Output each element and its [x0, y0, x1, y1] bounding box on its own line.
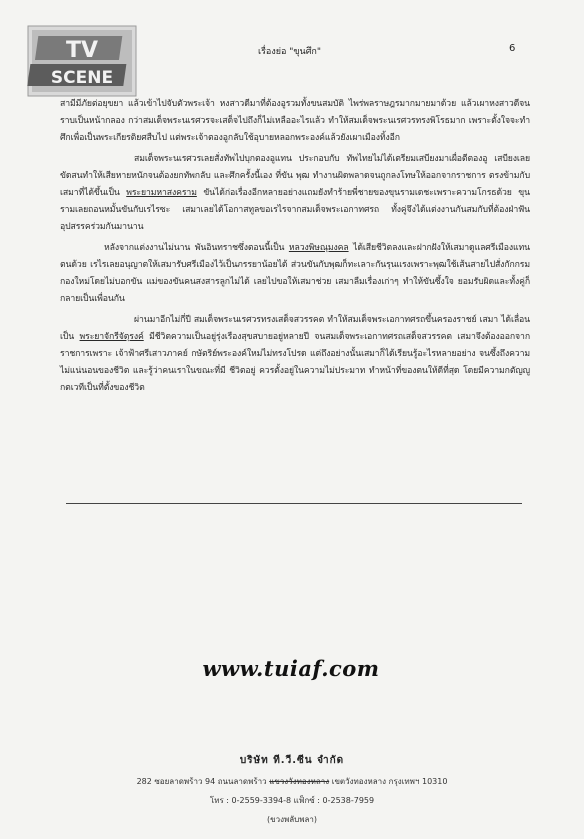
address-struck-text: แขวงวังทองหลาง	[269, 777, 330, 786]
header-title: เรื่องย่อ "ขุนศึก"	[258, 47, 321, 57]
paragraph-2-part-b: ขันได้ก่อเรื่องอีกหลายอย่างแถมยังทำร้ายพี่ชายของขุนรามเดชะเพราะความโกรธด้วย ขุนรามเลยถอนหมั้นขันกับเรไรซะ เสมาเลยได้โอกาสทูลขอเรไรจากสมเด็จพระเอกาทศรถ ทั้งคู่จึงได้แต่งงานกันสมกับที่ต้องฝ่าฟันอุปสรรคร่วมกันมานาน	[60, 188, 530, 232]
section-divider	[66, 503, 522, 504]
paragraph-2	[60, 151, 530, 236]
tv-scene-logo	[26, 24, 138, 98]
website-url: www.tuiaf.com	[202, 656, 380, 681]
page-number: 6	[509, 43, 516, 54]
paragraph-3-part-b: ได้เสียชีวิตลงและฝากฝังให้เสมาดูแลศรีเมืองแทนตนด้วย เรไรเลยอนุญาตให้เสมารับศรีเมืองไว้เป็นภรรยาน้อยได้ ส่วนขันกับพุฒก็ทะเลาะกันรุนแรงเพราะพุฒใช้เส้นสายไปสั่งกักกรมกองใหม่โดยไม่บอกขัน แม่ของขันคนสงสารลูกไม่ได้ เลยไปขอให้เสมาช่วย เสมาลืมเรื่องเก่าๆ ทำให้ขันซึ้งใจ ยอมรับผิดและทั้งคู่ก็กลายเป็นเพื่อนกัน	[60, 243, 531, 304]
address-part-a: 282 ซอยลาดพร้าว 94 ถนนลาดพร้าว	[136, 777, 270, 786]
company-name: บริษัท ที.วี.ซีน จำกัด	[239, 755, 345, 766]
title-luang-phitsanumongkhon: หลวงพิษณุมงคล	[288, 243, 349, 253]
paragraph-1: สามีมีภัยต่อยุขยา แล้วเข้าไปจับตัวพระเจ้า หงสาวดีมาที่ต้องอูรวมทั้งขนสมบัติ ไพร่พลราษฎรมากมายมาด้วย แล้วเผาหงสาวดีจนราบเป็นหน้ากลอง กว่าสมเด็จพระนเรศวรจะเสด็จไปถึงก็ไม่เหลืออะไรแล้ว ทำให้สมเด็จพระนเรศวรทรงพิโรธมาก เพราะตั้งใจจะทำศึกเพื่อเป็นพระเกียรติยศสืบไป แต่พระเจ้าตองอูกลับใช้อุบายหลอกพระองค์แล้วยังเผาเมืองทิ้งอีก	[60, 99, 530, 143]
title-phraya-chakri: พระยาจักรีจัตุรงค์	[79, 332, 144, 342]
paragraph-2-part-a: สมเด็จพระนเรศวรเลยสั่งทัพไปบุกตองอูแทน ประกอบกับ ทัพไทยไม่ได้เตรียมเสบียงมาเผื่อตีตองอู เสบียงเลยขัดสนทำให้เสียหายหนักจนต้องยกทัพกลับ และศึกครั้งนี้เอง ที่ขัน พุฒ ทำงานผิดพลาดจนถูกลงโทษให้ออกจากราชการ ตรงข้ามกับเสมาที่ได้ขึ้นเป็น	[60, 154, 530, 198]
title-phraya-mahasongkhram: พระยามหาสงคราม	[126, 188, 197, 198]
logo-text-top: TV	[65, 38, 99, 63]
paragraph-3-part-a: หลังจากแต่งงานไม่นาน พันอินทราชซึ่งตอนนี้เป็น	[104, 243, 289, 253]
paragraph-4-part-b: มีชีวิตความเป็นอยู่รุ่งเรืองสุขสบายอยู่หลายปี จนสมเด็จพระเอกาทศรถเสด็จสวรรคต เสมาจึงต้องออกจากราชการเพราะ เจ้าฟ้าศรีเสาวภาคย์ กษัตริย์พระองค์ใหม่ไม่ทรงโปรด แต่ถึงอย่างนั้นเสมาก็ได้เรียนรู้อะไรหลายอย่าง จนซึ้งถึงความไม่แน่นอนของชีวิต และรู้ว่าคนเราในขณะที่มี ชีวิตอยู่ ควรตั้งอยู่ในความไม่ประมาท ทำหน้าที่ของตนให้ดีที่สุด โดยมีความกตัญญูกตเวทีเป็นที่ตั้งของชีวิต	[60, 332, 530, 393]
paragraph-4	[60, 312, 530, 397]
address-part-b: เขตวังทองหลาง กรุงเทพฯ 10310	[329, 777, 448, 786]
footer	[90, 753, 494, 826]
paragraph-3	[60, 240, 530, 308]
paragraph-4-part-a: ผ่านมาอีกไม่กี่ปี สมเด็จพระนเรศวรทรงเสด็จสวรรคต ทำให้สมเด็จพระเอกาทศรถขึ้นครองราชย์ เสมา ได้เลื่อนเป็น	[60, 315, 530, 342]
logo-text-bottom: SCENE	[50, 68, 114, 88]
handwritten-branch-note: (ขวงพลับพลา)	[266, 815, 318, 824]
company-phone-fax: โทร : 0-2559-3394-8 แฟ็กซ์ : 0-2538-7959	[209, 796, 375, 805]
story-body	[60, 96, 530, 397]
company-address	[90, 775, 494, 788]
